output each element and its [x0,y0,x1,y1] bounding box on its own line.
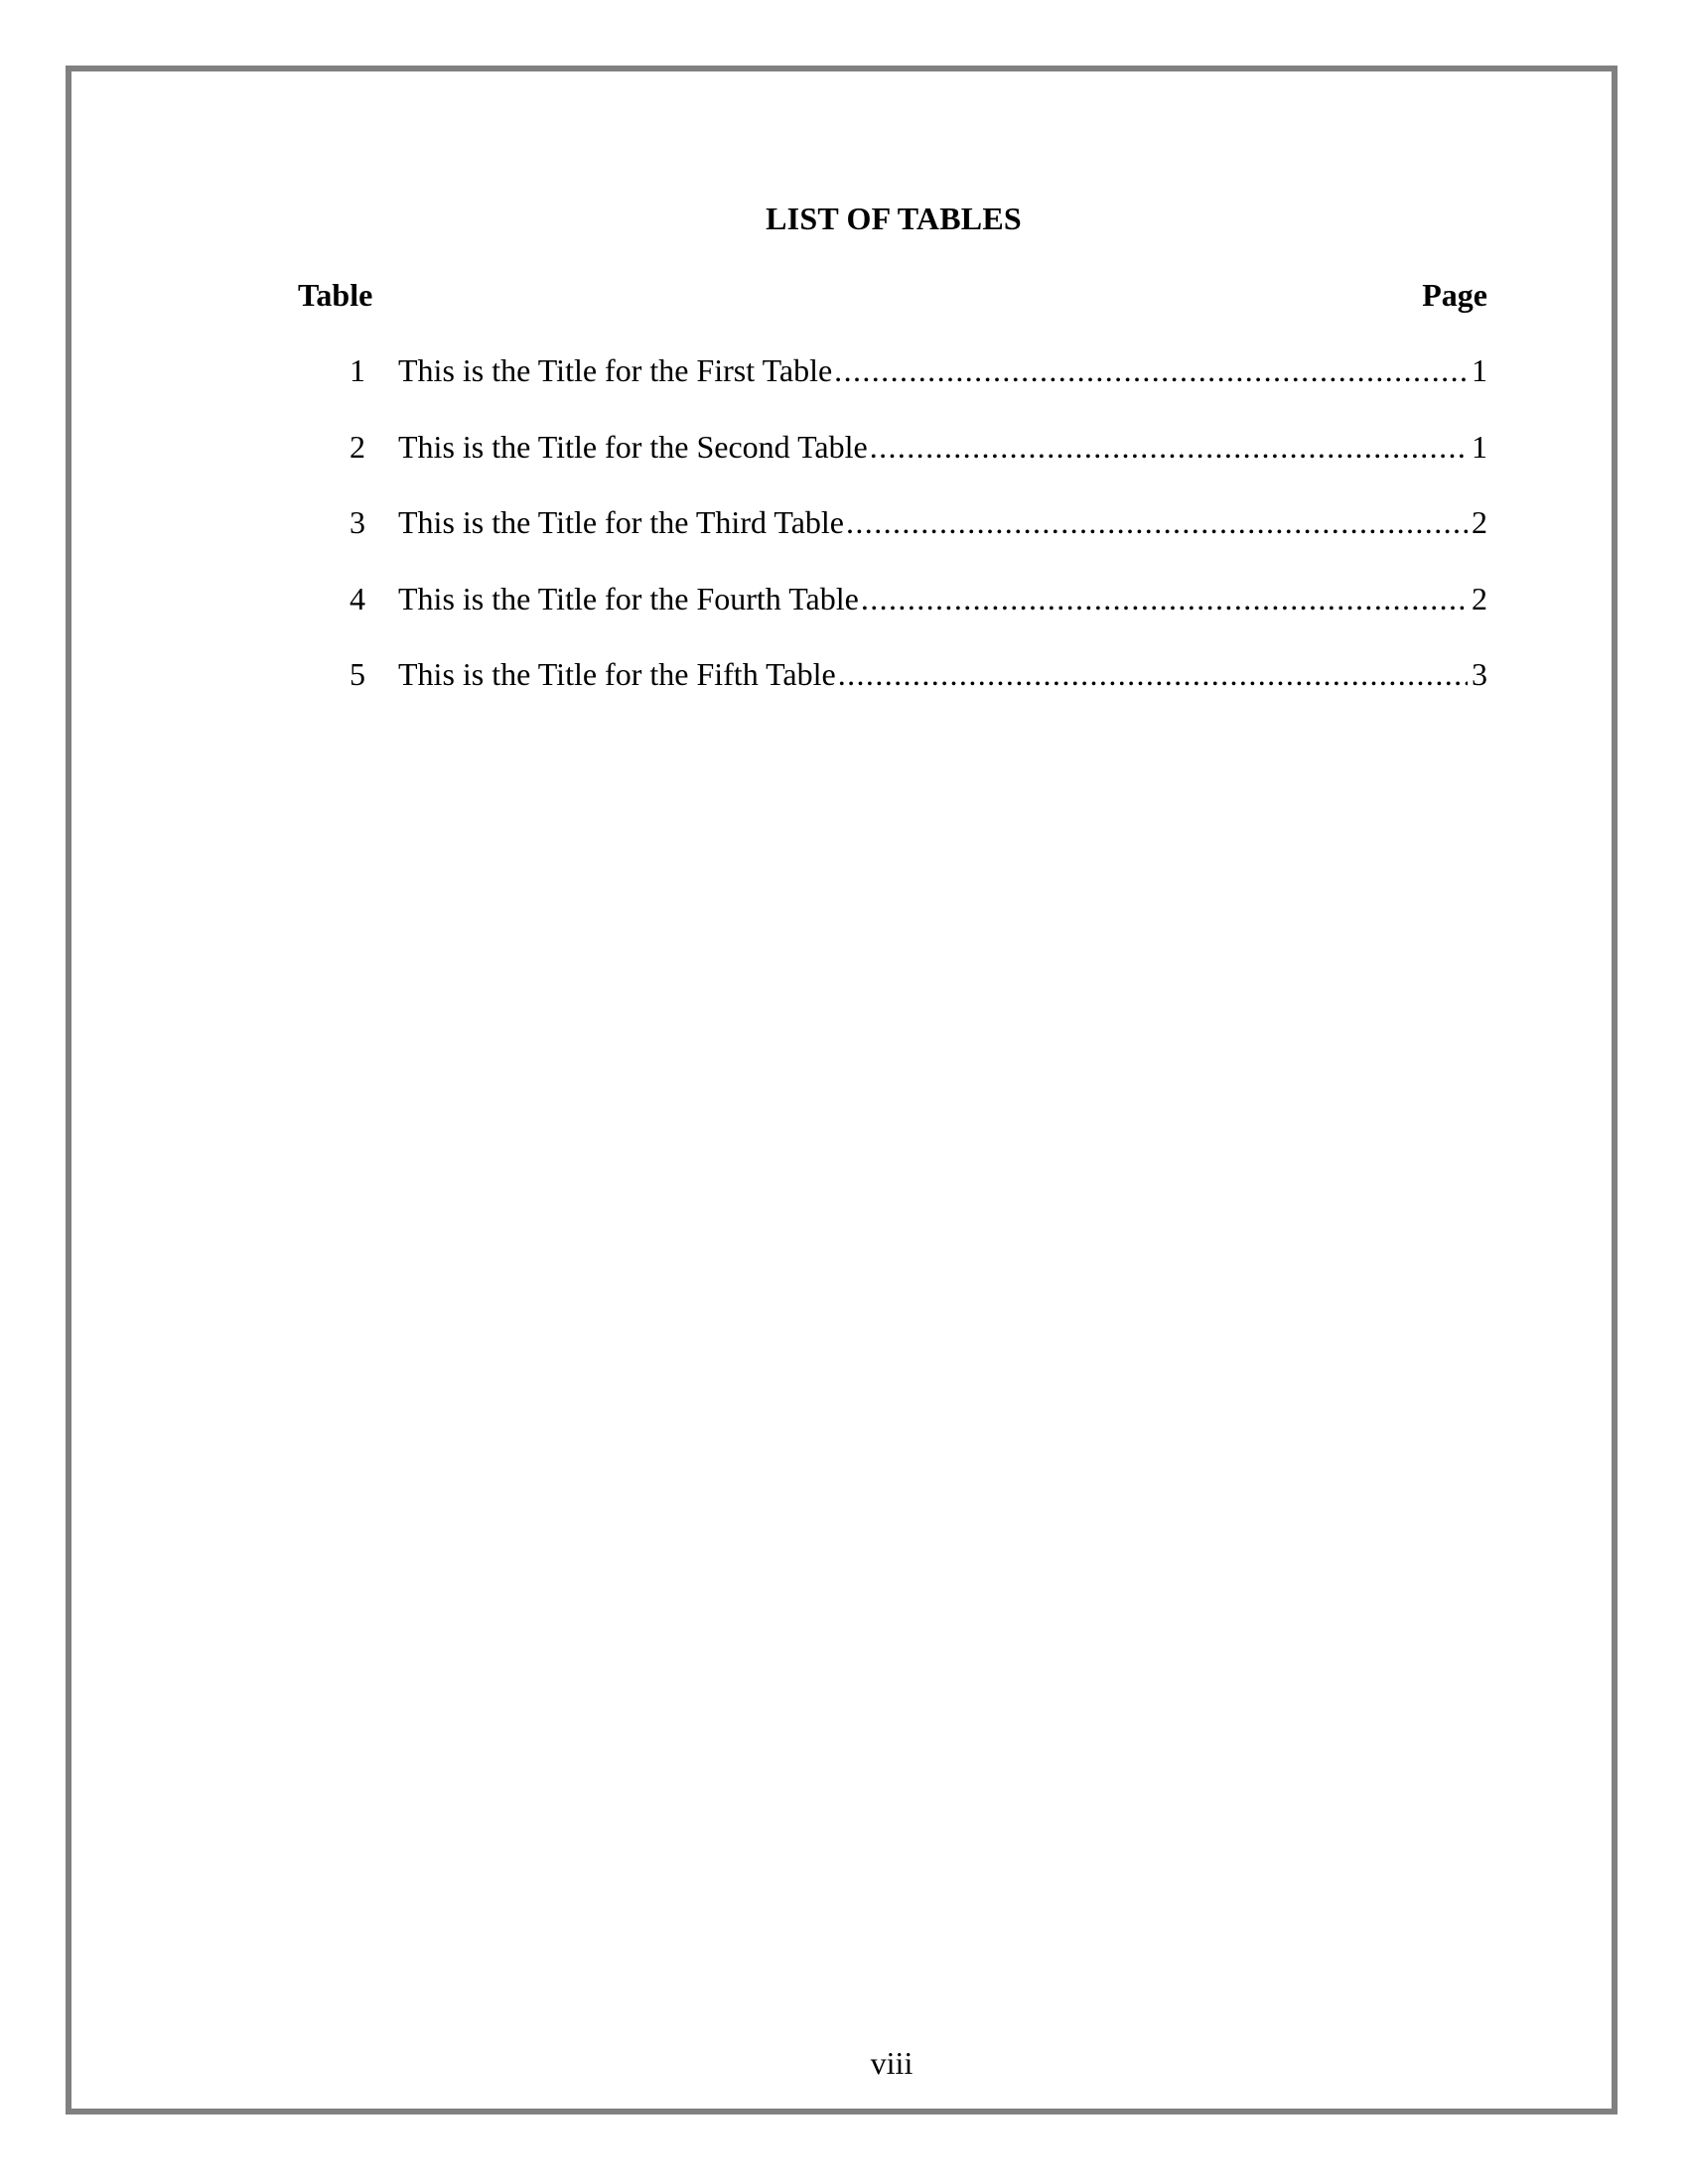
table-title: This is the Title for the First Table [398,352,833,388]
dot-leader [861,579,1468,618]
table-entry-4[interactable] [298,579,1487,655]
column-header-table: Table [298,277,373,313]
table-page-number: 1 [1472,428,1487,465]
table-number: 1 [350,352,365,388]
table-title: This is the Title for the Third Table [398,504,844,540]
table-number: 2 [350,428,365,465]
dot-leader [870,427,1468,467]
page-title: LIST OF TABLES [766,201,1022,236]
table-entry-2[interactable] [298,427,1487,503]
page-number: viii [870,2045,914,2081]
table-page-number: 3 [1472,656,1487,692]
table-number: 5 [350,656,365,692]
table-entry-3[interactable] [298,502,1487,579]
dot-leader [834,350,1468,390]
dot-leader [838,654,1468,694]
table-number: 3 [350,504,365,540]
table-page-number: 1 [1472,352,1487,388]
table-entry-5[interactable] [298,654,1487,731]
dot-leader [846,502,1468,542]
table-number: 4 [350,580,365,616]
table-page-number: 2 [1472,580,1487,616]
table-page-number: 2 [1472,504,1487,540]
table-entry-1[interactable] [298,350,1487,427]
table-title: This is the Title for the Second Table [398,428,868,465]
table-title: This is the Title for the Fifth Table [398,656,836,692]
table-list [298,350,1487,731]
column-header-page: Page [1422,277,1487,313]
table-title: This is the Title for the Fourth Table [398,580,859,616]
